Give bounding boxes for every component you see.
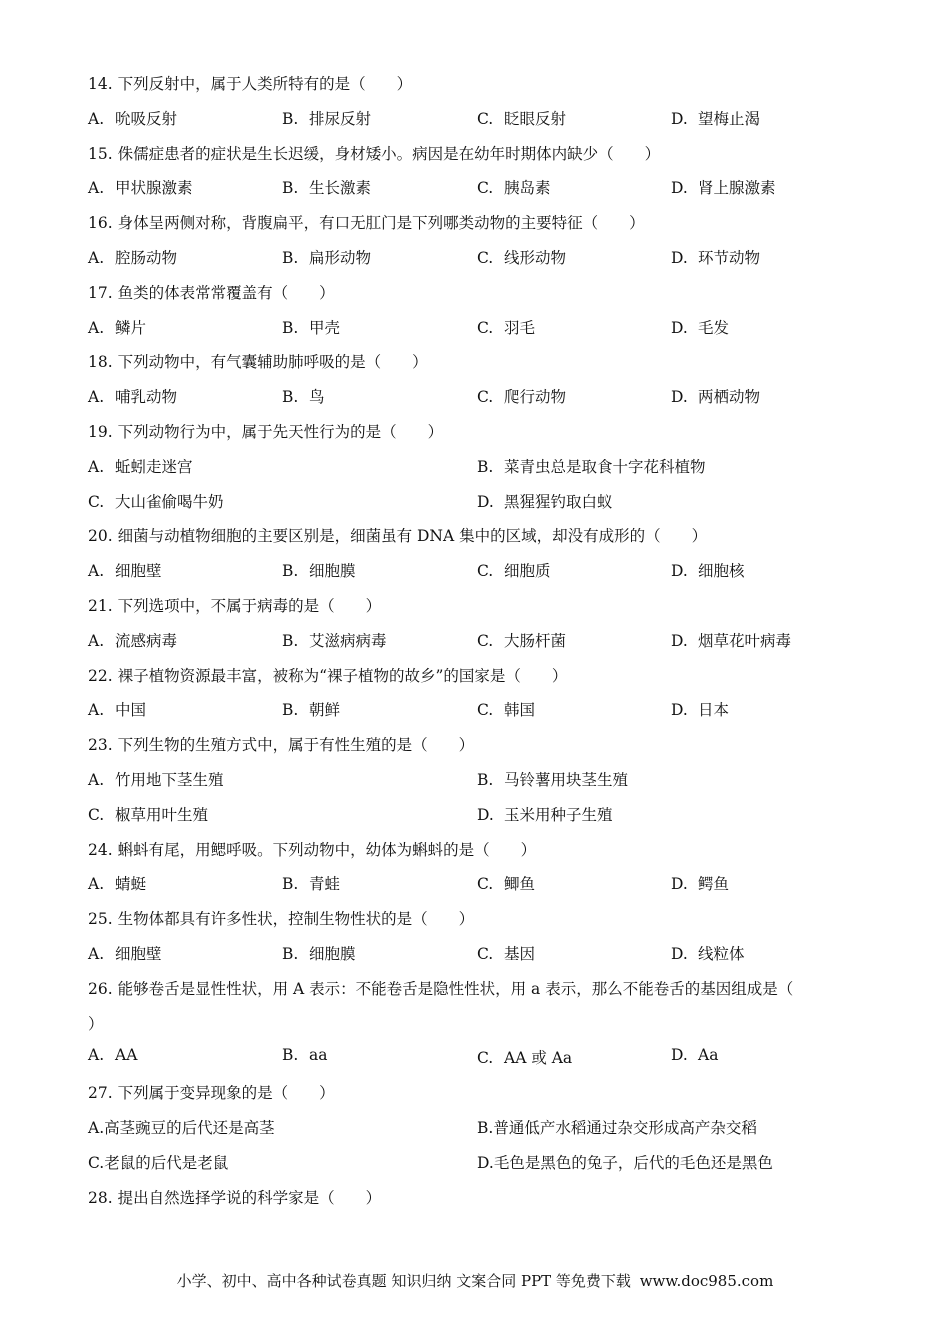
- option-text: AA 或 Aa: [504, 1049, 573, 1068]
- question-stem: 27. 下列属于变异现象的是（ ）: [88, 1084, 335, 1103]
- option-text: 日本: [698, 701, 730, 720]
- option-letter: B.: [282, 945, 299, 963]
- option-text: 普通低产水稻通过杂交形成高产杂交稻: [493, 1119, 757, 1137]
- option-text: 黑猩猩钓取白蚁: [504, 492, 613, 511]
- answer-option: [88, 942, 162, 964]
- option-text: 细胞核: [698, 562, 745, 581]
- answer-option: [282, 107, 371, 129]
- option-letter: A.: [88, 701, 105, 720]
- option-text: 细胞质: [504, 562, 551, 581]
- option-letter: B.: [477, 771, 494, 789]
- option-letter: D.: [671, 875, 688, 894]
- option-letter: C.: [477, 875, 494, 894]
- option-text: 蚯蚓走迷宫: [115, 457, 193, 476]
- option-letter: D.: [671, 249, 688, 267]
- answer-option: [477, 246, 566, 268]
- answer-option: [88, 629, 177, 651]
- option-letter: C.: [477, 179, 494, 198]
- option-letter: D.: [671, 631, 688, 650]
- option-letter: B.: [282, 179, 299, 198]
- option-letter: D.: [671, 318, 688, 337]
- option-letter: B.: [282, 631, 299, 650]
- answer-option: [671, 246, 760, 268]
- option-text: aa: [309, 1046, 328, 1065]
- option-text: 甲壳: [309, 318, 341, 337]
- option-letter: C.: [477, 318, 494, 337]
- answer-option: [477, 107, 566, 129]
- option-letter: A.: [88, 457, 105, 476]
- option-text: 生长激素: [309, 179, 372, 198]
- answer-option: [88, 1151, 228, 1173]
- option-text: 椒草用叶生殖: [115, 805, 209, 824]
- answer-option: [477, 768, 628, 790]
- option-text: 鳄鱼: [698, 875, 730, 894]
- question-stem: 26. 能够卷舌是显性性状，用 A 表示：不能卷舌是隐性性状，用 a 表示，那么不能卷舌的基因组成是（: [88, 979, 794, 998]
- option-text: 排尿反射: [309, 109, 372, 128]
- option-letter: B.: [282, 701, 299, 720]
- option-text: 哺乳动物: [115, 388, 178, 407]
- option-letter: A.: [88, 249, 105, 267]
- answer-option: [282, 872, 340, 894]
- option-text: 细胞膜: [309, 562, 356, 581]
- answer-option: [88, 872, 146, 894]
- answer-option: [477, 559, 551, 581]
- option-text: 细胞壁: [115, 945, 162, 963]
- option-letter: B.: [282, 1046, 299, 1065]
- answer-option: [88, 559, 162, 581]
- answer-option: [671, 385, 760, 407]
- option-letter: A.: [88, 875, 105, 894]
- option-text: 望梅止渴: [698, 109, 761, 128]
- option-letter: D.: [671, 388, 688, 407]
- answer-option: [671, 176, 776, 198]
- answer-option: [282, 176, 371, 198]
- answer-option: [88, 1046, 137, 1064]
- option-letter: C.: [88, 1153, 105, 1172]
- option-text: 流感病毒: [115, 631, 178, 650]
- answer-option: [88, 176, 193, 198]
- answer-option: [477, 872, 535, 894]
- answer-option: [88, 316, 146, 338]
- answer-option: [477, 1151, 773, 1173]
- option-text: 中国: [115, 701, 147, 720]
- option-text: 吮吸反射: [115, 109, 178, 128]
- option-letter: C.: [477, 562, 494, 581]
- option-letter: A.: [88, 945, 105, 963]
- option-letter: C.: [477, 1049, 494, 1068]
- answer-option: [282, 629, 387, 651]
- answer-option: [88, 455, 193, 477]
- option-letter: A.: [88, 1046, 105, 1065]
- answer-option: [477, 629, 566, 651]
- answer-option: [88, 768, 224, 790]
- question-stem: 17. 鱼类的体表常常覆盖有（ ）: [88, 283, 335, 302]
- option-text: 大山雀偷喝牛奶: [115, 492, 224, 511]
- answer-option: [282, 559, 356, 581]
- option-text: 线形动物: [504, 249, 567, 267]
- answer-option: [671, 559, 745, 581]
- option-text: 菜青虫总是取食十字花科植物: [504, 457, 706, 476]
- answer-option: [477, 316, 535, 338]
- option-text: 细胞膜: [309, 945, 356, 963]
- option-letter: A.: [88, 109, 105, 128]
- question-stem: 20. 细菌与动植物细胞的主要区别是，细菌虽有 DNA 集中的区域，却没有成形的（ ）: [88, 527, 708, 546]
- option-letter: B.: [282, 109, 299, 128]
- answer-option: [671, 316, 729, 338]
- option-text: 胰岛素: [504, 179, 551, 198]
- answer-option: [282, 698, 340, 720]
- option-text: 老鼠的后代是老鼠: [104, 1153, 229, 1172]
- answer-option: [477, 455, 706, 477]
- option-letter: A.: [88, 771, 105, 789]
- option-text: 韩国: [504, 701, 536, 720]
- option-letter: C.: [477, 631, 494, 650]
- answer-option: [88, 803, 208, 825]
- answer-option: [671, 872, 729, 894]
- option-text: 蜻蜓: [115, 875, 147, 894]
- answer-option: [88, 107, 177, 129]
- answer-option: [477, 803, 613, 825]
- option-text: 细胞壁: [115, 562, 162, 581]
- option-letter: C.: [477, 388, 494, 407]
- footer-url[interactable]: www.doc985.com: [639, 1272, 774, 1290]
- question-stem: 22. 裸子植物资源最丰富，被称为“裸子植物的故乡”的国家是（ ）: [88, 666, 568, 685]
- option-text: 爬行动物: [504, 388, 567, 407]
- option-text: 鸟: [309, 388, 325, 407]
- option-text: 扁形动物: [309, 249, 372, 267]
- question-stem: 25. 生物体都具有许多性状，控制生物性状的是（ ）: [88, 910, 475, 929]
- question-stem: 18. 下列动物中，有气囊辅助肺呼吸的是（ ）: [88, 353, 428, 372]
- option-text: 环节动物: [698, 249, 761, 267]
- footer-text: 小学、初中、高中各种试卷真题 知识归纳 文案合同 PPT 等免费下载: [176, 1272, 631, 1290]
- question-stem: 16. 身体呈两侧对称，背腹扁平，有口无肛门是下列哪类动物的主要特征（ ）: [88, 214, 645, 233]
- option-letter: C.: [477, 109, 494, 128]
- option-letter: B.: [282, 318, 299, 337]
- option-letter: B.: [282, 249, 299, 267]
- option-text: 腔肠动物: [115, 249, 178, 267]
- answer-option: [282, 1046, 327, 1064]
- option-text: 高茎豌豆的后代还是高茎: [104, 1119, 275, 1137]
- answer-option: [88, 246, 177, 268]
- answer-option: [671, 698, 729, 720]
- option-letter: C.: [88, 805, 105, 824]
- option-text: 大肠杆菌: [504, 631, 567, 650]
- answer-option: [88, 490, 224, 512]
- answer-option: [88, 698, 146, 720]
- option-letter: C.: [477, 701, 494, 720]
- question-stem: 24. 蝌蚪有尾，用鳃呼吸。下列动物中，幼体为蝌蚪的是（ ）: [88, 840, 537, 859]
- option-text: 羽毛: [504, 318, 536, 337]
- option-letter: D.: [477, 1153, 494, 1172]
- answer-option: [671, 629, 791, 651]
- answer-option: [282, 942, 356, 964]
- option-text: 肾上腺激素: [698, 179, 776, 198]
- option-text: 烟草花叶病毒: [698, 631, 792, 650]
- answer-option: [477, 942, 535, 964]
- option-letter: D.: [671, 109, 688, 128]
- answer-option: [88, 385, 177, 407]
- option-letter: B.: [282, 875, 299, 894]
- answer-option: [282, 246, 371, 268]
- option-letter: B.: [477, 1119, 494, 1137]
- option-text: 鲫鱼: [504, 875, 536, 894]
- option-letter: D.: [671, 179, 688, 198]
- answer-option: [282, 385, 325, 407]
- option-text: AA: [115, 1046, 138, 1065]
- option-letter: A.: [88, 631, 105, 650]
- page-footer: [0, 1270, 950, 1291]
- question-stem: 15. 侏儒症患者的症状是生长迟缓，身材矮小。病因是在幼年时期体内缺少（ ）: [88, 144, 661, 163]
- option-letter: D.: [477, 492, 494, 511]
- option-letter: A.: [88, 562, 105, 581]
- option-text: 朝鲜: [309, 701, 341, 720]
- answer-option: [477, 698, 535, 720]
- option-letter: C.: [88, 492, 105, 511]
- answer-option: [88, 1116, 275, 1138]
- question-stem: 23. 下列生物的生殖方式中，属于有性生殖的是（ ）: [88, 736, 475, 755]
- option-text: 艾滋病病毒: [309, 631, 387, 650]
- option-text: 鳞片: [115, 318, 147, 337]
- option-letter: D.: [671, 701, 688, 720]
- option-text: 线粒体: [698, 945, 745, 963]
- question-stem: 28. 提出自然选择学说的科学家是（ ）: [88, 1188, 382, 1207]
- answer-option: [477, 490, 613, 512]
- answer-option: [671, 942, 745, 964]
- option-letter: A.: [88, 1119, 105, 1137]
- option-letter: A.: [88, 179, 105, 198]
- option-text: 青蛙: [309, 875, 341, 894]
- question-stem: 19. 下列动物行为中，属于先天性行为的是（ ）: [88, 423, 444, 441]
- option-letter: D.: [671, 562, 688, 581]
- option-letter: C.: [477, 945, 494, 963]
- option-letter: B.: [282, 388, 299, 407]
- question-stem: 14. 下列反射中，属于人类所特有的是（ ）: [88, 75, 413, 93]
- option-letter: A.: [88, 318, 105, 337]
- option-letter: A.: [88, 388, 105, 407]
- option-text: 毛色是黑色的兔子，后代的毛色还是黑色: [493, 1153, 773, 1172]
- option-letter: D.: [671, 1046, 688, 1065]
- option-letter: C.: [477, 249, 494, 267]
- question-stem-continued: ）: [88, 1014, 104, 1033]
- option-text: 马铃薯用块茎生殖: [504, 771, 629, 789]
- answer-option: [477, 385, 566, 407]
- option-text: 竹用地下茎生殖: [115, 771, 224, 789]
- option-text: 眨眼反射: [504, 109, 567, 128]
- option-text: 两栖动物: [698, 388, 761, 407]
- option-letter: B.: [282, 562, 299, 581]
- answer-option: [282, 316, 340, 338]
- answer-option: [671, 1046, 718, 1064]
- answer-option: [477, 176, 551, 198]
- option-text: 玉米用种子生殖: [504, 805, 613, 824]
- option-text: Aa: [698, 1046, 719, 1065]
- option-letter: D.: [671, 945, 688, 963]
- option-letter: B.: [477, 457, 494, 476]
- option-text: 基因: [504, 945, 536, 963]
- answer-option: [477, 1116, 757, 1138]
- question-stem: 21. 下列选项中，不属于病毒的是（ ）: [88, 597, 382, 615]
- option-text: 毛发: [698, 318, 730, 337]
- answer-option: [477, 1046, 572, 1068]
- option-text: 甲状腺激素: [115, 179, 193, 198]
- answer-option: [671, 107, 760, 129]
- option-letter: D.: [477, 805, 494, 824]
